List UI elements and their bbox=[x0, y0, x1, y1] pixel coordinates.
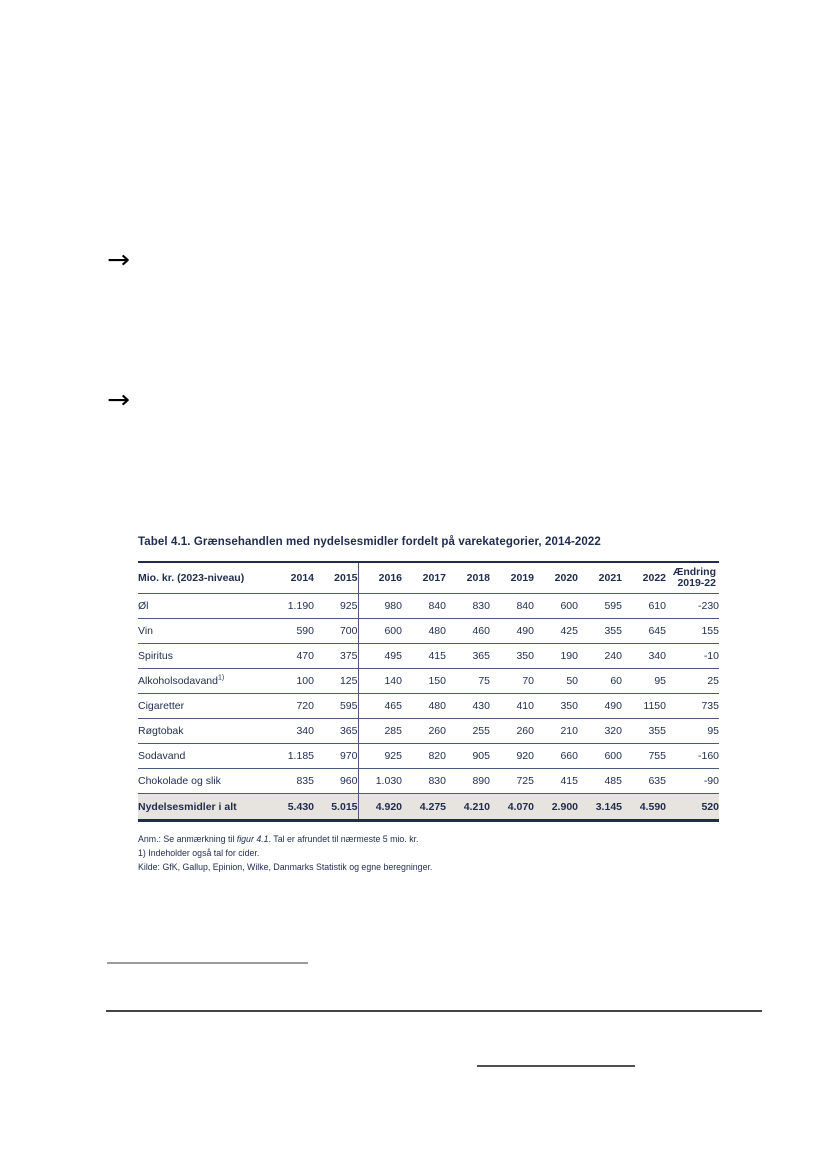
value-cell: 1.030 bbox=[358, 769, 402, 794]
value-cell: 95 bbox=[666, 719, 719, 744]
total-value-cell: 5.015 bbox=[314, 794, 358, 821]
row-label: Cigaretter bbox=[138, 694, 270, 719]
table-header-row bbox=[138, 562, 719, 594]
value-cell: 1.185 bbox=[270, 744, 314, 769]
total-value-cell: 2.900 bbox=[534, 794, 578, 821]
page-bottom-rule bbox=[106, 1010, 762, 1012]
year-header-cell: 2020 bbox=[534, 562, 578, 594]
unit-header-cell: Mio. kr. (2023-niveau) bbox=[138, 562, 270, 594]
value-cell: 925 bbox=[358, 744, 402, 769]
change-header-line2: 2019-22 bbox=[677, 577, 716, 589]
value-cell: 925 bbox=[314, 594, 358, 619]
year-header-cell: 2015 bbox=[314, 562, 358, 594]
value-cell: 1.190 bbox=[270, 594, 314, 619]
value-cell: -10 bbox=[666, 644, 719, 669]
value-cell: 490 bbox=[490, 619, 534, 644]
table-row bbox=[138, 619, 719, 644]
value-cell: 355 bbox=[578, 619, 622, 644]
row-label: Øl bbox=[138, 594, 270, 619]
value-cell: 155 bbox=[666, 619, 719, 644]
value-cell: 70 bbox=[490, 669, 534, 694]
year-header-cell: 2021 bbox=[578, 562, 622, 594]
value-cell: 320 bbox=[578, 719, 622, 744]
year-header-cell: 2016 bbox=[358, 562, 402, 594]
value-cell: 460 bbox=[446, 619, 490, 644]
footnote-rule bbox=[107, 962, 308, 964]
total-value-cell: 520 bbox=[666, 794, 719, 821]
value-cell: 350 bbox=[534, 694, 578, 719]
value-cell: 340 bbox=[270, 719, 314, 744]
footnote-anm-italic: figur 4.1 bbox=[236, 834, 269, 844]
value-cell: 190 bbox=[534, 644, 578, 669]
value-cell: 365 bbox=[446, 644, 490, 669]
value-cell: 905 bbox=[446, 744, 490, 769]
value-cell: 465 bbox=[358, 694, 402, 719]
value-cell: 830 bbox=[402, 769, 446, 794]
table-4-1-block bbox=[138, 535, 719, 874]
value-cell: 95 bbox=[622, 669, 666, 694]
value-cell: 980 bbox=[358, 594, 402, 619]
value-cell: 430 bbox=[446, 694, 490, 719]
value-cell: 255 bbox=[446, 719, 490, 744]
table-row bbox=[138, 594, 719, 619]
value-cell: 725 bbox=[490, 769, 534, 794]
value-cell: 25 bbox=[666, 669, 719, 694]
change-header-cell bbox=[666, 562, 719, 594]
value-cell: 635 bbox=[622, 769, 666, 794]
value-cell: 735 bbox=[666, 694, 719, 719]
value-cell: 480 bbox=[402, 694, 446, 719]
value-cell: 595 bbox=[314, 694, 358, 719]
value-cell: 1150 bbox=[622, 694, 666, 719]
value-cell: 920 bbox=[490, 744, 534, 769]
value-cell: 60 bbox=[578, 669, 622, 694]
value-cell: -160 bbox=[666, 744, 719, 769]
value-cell: 480 bbox=[402, 619, 446, 644]
value-cell: 285 bbox=[358, 719, 402, 744]
value-cell: 375 bbox=[314, 644, 358, 669]
value-cell: 890 bbox=[446, 769, 490, 794]
total-value-cell: 4.275 bbox=[402, 794, 446, 821]
value-cell: 415 bbox=[402, 644, 446, 669]
footnote-anm-text: Anm.: Se anmærkning til bbox=[138, 834, 237, 844]
year-header-cell: 2022 bbox=[622, 562, 666, 594]
value-cell: 485 bbox=[578, 769, 622, 794]
footnote-source: Kilde: GfK, Gallup, Epinion, Wilke, Danmarks Statistik og egne beregninger. bbox=[138, 862, 433, 872]
value-cell: 645 bbox=[622, 619, 666, 644]
value-cell: 50 bbox=[534, 669, 578, 694]
value-cell: 150 bbox=[402, 669, 446, 694]
value-cell: -230 bbox=[666, 594, 719, 619]
footnote-anm bbox=[138, 832, 719, 846]
footnote-marker: 1) bbox=[217, 674, 225, 682]
value-cell: 970 bbox=[314, 744, 358, 769]
total-value-cell: 4.920 bbox=[358, 794, 402, 821]
value-cell: 755 bbox=[622, 744, 666, 769]
year-header-cell: 2014 bbox=[270, 562, 314, 594]
value-cell: 240 bbox=[578, 644, 622, 669]
total-value-cell: 3.145 bbox=[578, 794, 622, 821]
year-header-cell: 2017 bbox=[402, 562, 446, 594]
row-label: Alkoholsodavand$^{1)}$ bbox=[138, 669, 270, 694]
table-title: Tabel 4.1. Grænsehandlen med nydelsesmidler fordelt på varekategorier, 2014-2022 bbox=[138, 536, 601, 548]
value-cell: 600 bbox=[534, 594, 578, 619]
year-header-cell: 2018 bbox=[446, 562, 490, 594]
total-value-cell: 4.070 bbox=[490, 794, 534, 821]
footnote-anm-suffix: . Tal er afrundet til nærmeste 5 mio. kr. bbox=[268, 834, 419, 844]
value-cell: 350 bbox=[490, 644, 534, 669]
total-label: Nydelsesmidler i alt bbox=[138, 794, 270, 821]
table-row bbox=[138, 769, 719, 794]
value-cell: 365 bbox=[314, 719, 358, 744]
change-header-line1: Ændring bbox=[672, 566, 716, 578]
right-arrow-icon: → bbox=[107, 245, 131, 274]
row-label: Chokolade og slik bbox=[138, 769, 270, 794]
value-cell: 75 bbox=[446, 669, 490, 694]
value-cell: 595 bbox=[578, 594, 622, 619]
footnote-1: 1) Indeholder også tal for cider. bbox=[138, 848, 260, 858]
value-cell: 140 bbox=[358, 669, 402, 694]
value-cell: 600 bbox=[358, 619, 402, 644]
table-row bbox=[138, 644, 719, 669]
value-cell: -90 bbox=[666, 769, 719, 794]
total-value-cell: 4.590 bbox=[622, 794, 666, 821]
table-total-row bbox=[138, 794, 719, 821]
value-cell: 700 bbox=[314, 619, 358, 644]
value-cell: 960 bbox=[314, 769, 358, 794]
value-cell: 210 bbox=[534, 719, 578, 744]
value-cell: 410 bbox=[490, 694, 534, 719]
value-cell: 590 bbox=[270, 619, 314, 644]
total-value-cell: 5.430 bbox=[270, 794, 314, 821]
value-cell: 490 bbox=[578, 694, 622, 719]
value-cell: 660 bbox=[534, 744, 578, 769]
value-cell: 415 bbox=[534, 769, 578, 794]
table-body bbox=[138, 594, 719, 794]
value-cell: 425 bbox=[534, 619, 578, 644]
table-row bbox=[138, 694, 719, 719]
value-cell: 355 bbox=[622, 719, 666, 744]
value-cell: 260 bbox=[490, 719, 534, 744]
table-row bbox=[138, 669, 719, 694]
value-cell: 100 bbox=[270, 669, 314, 694]
short-underline-rule bbox=[477, 1065, 635, 1067]
row-label: Spiritus bbox=[138, 644, 270, 669]
row-label: Sodavand bbox=[138, 744, 270, 769]
value-cell: 470 bbox=[270, 644, 314, 669]
value-cell: 610 bbox=[622, 594, 666, 619]
total-value-cell: 4.210 bbox=[446, 794, 490, 821]
year-header-cell: 2019 bbox=[490, 562, 534, 594]
value-cell: 840 bbox=[490, 594, 534, 619]
table-4-1 bbox=[138, 561, 719, 822]
value-cell: 495 bbox=[358, 644, 402, 669]
value-cell: 820 bbox=[402, 744, 446, 769]
value-cell: 835 bbox=[270, 769, 314, 794]
table-row bbox=[138, 719, 719, 744]
value-cell: 600 bbox=[578, 744, 622, 769]
row-label: Vin bbox=[138, 619, 270, 644]
value-cell: 260 bbox=[402, 719, 446, 744]
value-cell: 840 bbox=[402, 594, 446, 619]
table-footnotes bbox=[138, 832, 719, 874]
value-cell: 125 bbox=[314, 669, 358, 694]
value-cell: 340 bbox=[622, 644, 666, 669]
value-cell: 720 bbox=[270, 694, 314, 719]
row-label: Røgtobak bbox=[138, 719, 270, 744]
right-arrow-icon: → bbox=[107, 385, 131, 414]
value-cell: 830 bbox=[446, 594, 490, 619]
table-row bbox=[138, 744, 719, 769]
